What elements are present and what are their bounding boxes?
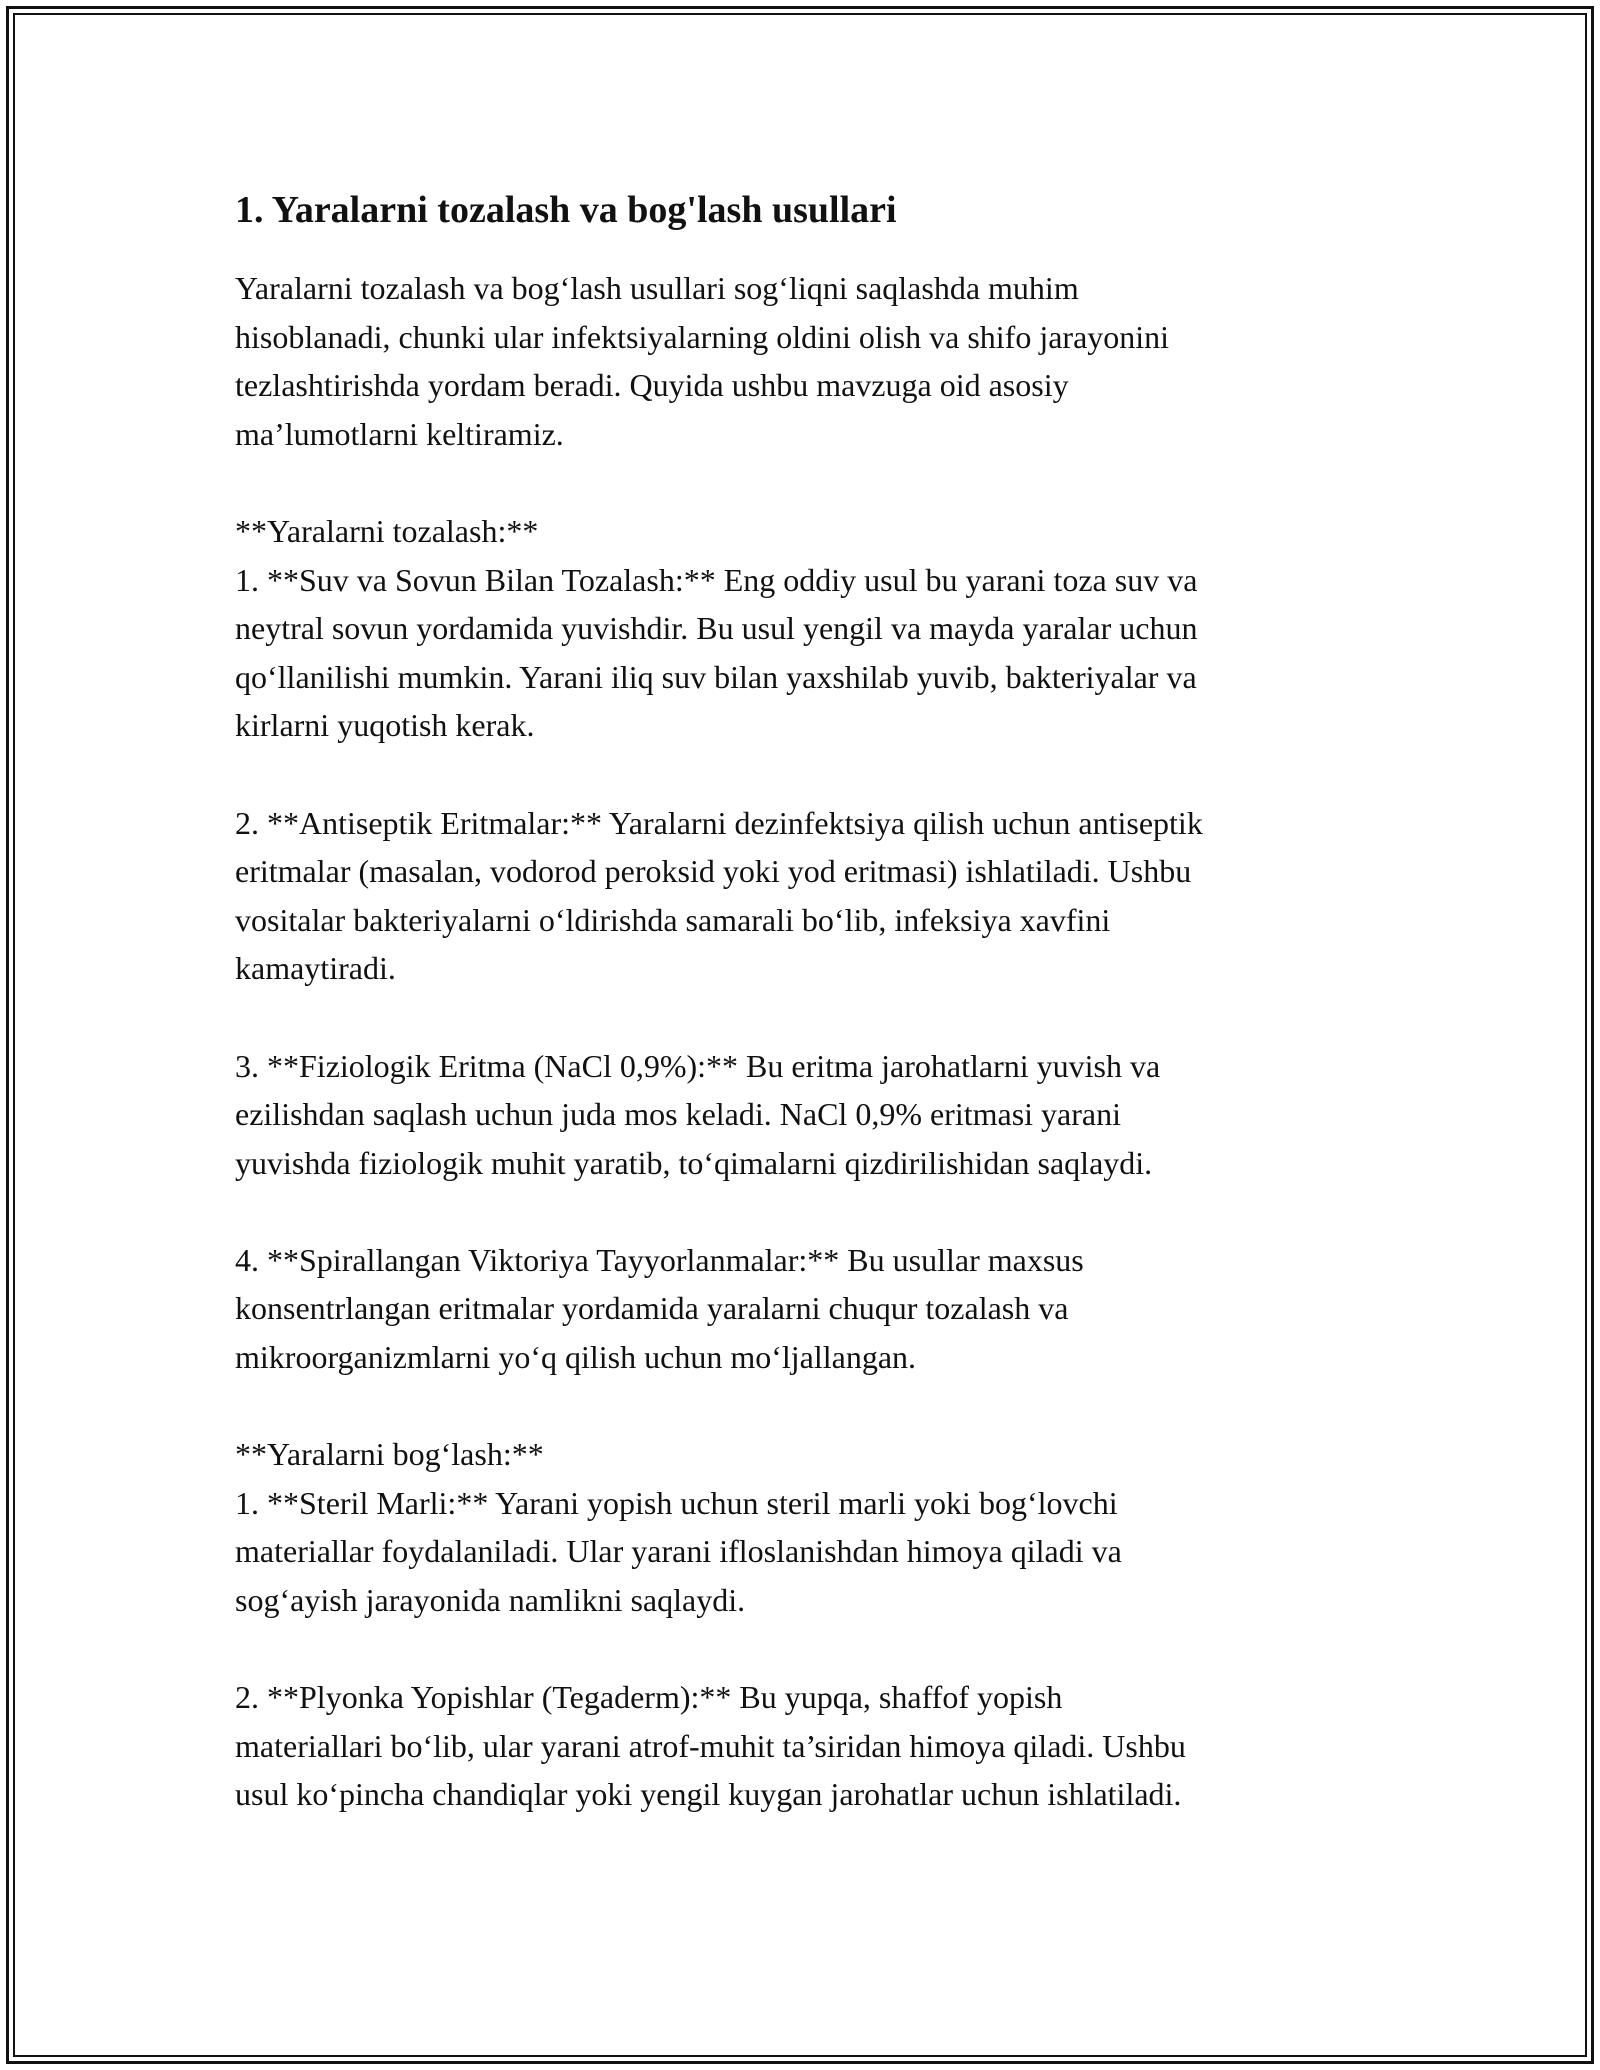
paragraph-gap bbox=[235, 458, 1395, 507]
cleaning-item-4: 4. **Spirallangan Viktoriya Tayyorlanmalar:** Bu usullar maxsus konsentrlangan eritmalar yordamida yaralarni chuqur tozalash va mikroorganizmlarni yo‘q qilish uchun mo‘ljallangan. bbox=[235, 1241, 1084, 1376]
document-content bbox=[235, 180, 1395, 1819]
paragraph-gap bbox=[235, 1625, 1395, 1674]
cleaning-item-1: 1. **Suv va Sovun Bilan Tozalash:** Eng oddiy usul bu yarani toza suv va neytral sovun yordamida yuvishdir. Bu usul yengil va mayda yaralar uchun qo‘llanilishi mumkin. Yarani iliq suv bilan yaxshilab yuvib, bakteriyalar va kirlarni yuqotish kerak. bbox=[235, 561, 1198, 744]
document-body bbox=[235, 264, 1395, 1819]
bandaging-item-1: 1. **Steril Marli:** Yarani yopish uchun steril marli yoki bog‘lovchi materiallar foydalaniladi. Ular yarani ifloslanishdan himoya qiladi va sog‘ayish jarayonida namlikni saqlaydi. bbox=[235, 1484, 1122, 1619]
bandaging-item-2: 2. **Plyonka Yopishlar (Tegaderm):** Bu yupqa, shaffof yopish materiallari bo‘lib, ular yarani atrof-muhit ta’siridan himoya qiladi. Ushbu usul ko‘pincha chandiqlar yoki yengil kuygan jarohatlar uchun ishlatiladi. bbox=[235, 1679, 1186, 1813]
paragraph-gap bbox=[235, 993, 1395, 1042]
bandaging-heading: **Yaralarni bog‘lash:** bbox=[235, 1436, 544, 1473]
intro-paragraph: Yaralarni tozalash va bog‘lash usullari sog‘liqni saqlashda muhim hisoblanadi, chunki ular infektsiyalarning oldini olish va shifo jarayonini tezlashtirishda yordam beradi. Quyida ushbu mavzuga oid asosiy ma’lumotlarni keltiramiz. bbox=[235, 270, 1170, 452]
paragraph-gap bbox=[235, 1382, 1395, 1431]
paragraph-gap bbox=[235, 1187, 1395, 1236]
cleaning-item-2: 2. **Antiseptik Eritmalar:** Yaralarni dezinfektsiya qilish uchun antiseptik eritmalar (masalan, vodorod peroksid yoki yod eritmasi) ishlatiladi. Ushbu vositalar bakteriyalarni o‘ldirishda samarali bo‘lib, infeksiya xavfini kamaytiradi. bbox=[235, 804, 1203, 987]
cleaning-heading: **Yaralarni tozalash:** bbox=[235, 512, 539, 549]
paragraph-gap bbox=[235, 750, 1395, 799]
document-title: 1. Yaralarni tozalash va bog'lash usullari bbox=[235, 189, 897, 231]
cleaning-item-3: 3. **Fiziologik Eritma (NaCl 0,9%):** Bu eritma jarohatlarni yuvish va ezilishdan saqlash uchun juda mos keladi. NaCl 0,9% eritmasi yarani yuvishda fiziologik muhit yaratib, to‘qimalarni qizdirilishidan saqlaydi. bbox=[235, 1047, 1161, 1181]
